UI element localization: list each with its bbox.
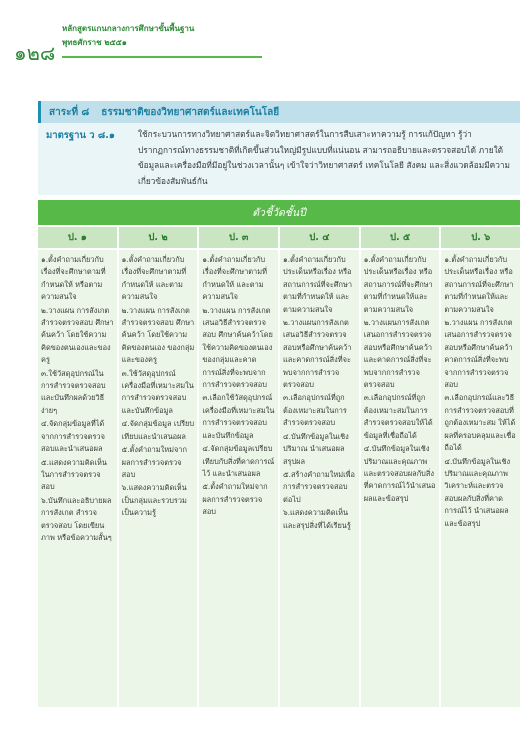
indicator-item: ๓.เลือกอุปกรณ์ที่ถูกต้องเหมาะสมในการสำรวจตรวจสอบ xyxy=(283,393,347,428)
indicator-item: ๓.ใช้วัสดุอุปกรณ์เครื่องมือที่เหมาะสมในการสำรวจตรวจสอบ และบันทึกข้อมูล xyxy=(121,368,194,415)
indicator-item: ๒.วางแผน การสังเกต เสนอวิธีสำรวจตรวจสอบ ศึกษาค้นคว้าโดยใช้ความคิดของตนเอง ของกลุ่มและคาดการณ์สิ่งที่จะพบจากการสำรวจตรวจสอบ xyxy=(202,305,273,390)
indicator-item: ๓.เลือกอุปกรณ์ที่ถูกต้องเหมาะสมในการสำรวจตรวจสอบให้ได้ข้อมูลที่เชื่อถือได้ xyxy=(363,393,433,440)
standard-text: ใช้กระบวนการทางวิทยาศาสตร์และจิตวิทยาศาสตร์ในการสืบเสาะหาความรู้ การแก้ปัญหา รู้ว่าปรากฏการณ์ทางธรรมชาติที่เกิดขึ้นส่วนใหญ่มีรูปแบบที่แน่นอน สามารถอธิบายและตรวจสอบได้ ภายใต้ข้อมูลและเครื่องมือที่มีอยู่ในช่วงเวลานั้นๆ เข้าใจว่าวิทยาศาสตร์ เทคโนโลยี สังคม และสิ่งแวดล้อมมีความเกี่ยวข้องสัมพันธ์กัน xyxy=(138,129,510,186)
indicator-item: ๕.ตั้งคำถามใหม่จากผลการสำรวจตรวจสอบ xyxy=(121,445,187,479)
indicator-item: ๒.วางแผนการสังเกต เสนอวิธีสำรวจตรวจสอบหรือศึกษาค้นคว้า และคาดการณ์สิ่งที่จะพบจากการสำรวจตรวจสอบ xyxy=(283,318,352,390)
grade-indicator-list xyxy=(361,250,440,707)
indicator-item: ๑.ตั้งคำถามเกี่ยวกับประเด็นหรือเรื่อง หรือสถานการณ์ที่จะศึกษาตามที่กำหนดให้ และตามความสนใจ xyxy=(283,255,353,314)
indicator-item: ๕.ตั้งคำถามใหม่จากผลการสำรวจตรวจสอบ xyxy=(202,482,268,517)
indicator-item: ๔.บันทึกข้อมูลในเชิงปริมาณและคุณภาพและตรวจสอบผลกับสิ่งที่คาดการณ์ไว้นำเสนอผลและข้อสรุป xyxy=(363,444,436,503)
grade-heading: ป. ๒ xyxy=(119,227,198,248)
edition-label: พุทธศักราช ๒๕๕๑ xyxy=(62,38,127,47)
header-divider xyxy=(62,56,262,58)
grade-heading: ป. ๕ xyxy=(361,227,440,248)
grade-indicator-list xyxy=(119,250,198,707)
grade-heading: ป. ๔ xyxy=(280,227,359,248)
strand-title: ธรรมชาติของวิทยาศาสตร์และเทคโนโลยี xyxy=(101,106,280,118)
indicator-item: ๓.เลือกใช้วัสดุอุปกรณ์เครื่องมือที่เหมาะสมในการสำรวจตรวจสอบ และบันทึกข้อมูล xyxy=(202,393,275,440)
grade-column xyxy=(38,227,117,707)
standard-box xyxy=(38,123,520,195)
grade-indicator-list xyxy=(199,250,278,707)
indicator-item: ๑.ตั้งคำถามเกี่ยวกับเรื่องที่จะศึกษาตามที่กำหนดให้ หรือตามความสนใจ xyxy=(41,255,106,302)
indicator-item: ๓.เลือกอุปกรณ์และวิธีการสำรวจตรวจสอบที่ถูกต้องเหมาะสม ให้ได้ผลที่ครอบคลุมและเชื่อถือได้ xyxy=(444,393,516,453)
indicator-item: ๑.ตั้งคำถามเกี่ยวกับเรื่องที่จะศึกษาตามที่กำหนดให้ และตามความสนใจ xyxy=(202,255,267,302)
grade-indicator-list xyxy=(280,250,359,707)
indicator-item: ๑.ตั้งคำถามเกี่ยวกับเรื่องที่จะศึกษาตามที่กำหนดให้ และตามความสนใจ xyxy=(121,255,187,302)
grade-column xyxy=(441,227,520,707)
grade-heading: ป. ๖ xyxy=(441,227,520,248)
indicator-item: ๑.ตั้งคำถามเกี่ยวกับประเด็นหรือเรื่อง หรือสถานการณ์ที่จะศึกษาตามที่กำหนดให้และตามความสนใจ xyxy=(363,255,433,314)
grade-heading: ป. ๓ xyxy=(199,227,278,248)
indicator-item: ๖.แสดงความคิดเห็นเป็นกลุ่มและรวบรวมเป็นความรู้ xyxy=(121,483,187,518)
indicator-item: ๖.แสดงความคิดเห็นและสรุปสิ่งที่ได้เรียนรู้ xyxy=(283,508,351,530)
grade-indicator-list xyxy=(38,250,117,707)
indicators-title: ตัวชี้วัดชั้นปี xyxy=(38,200,520,225)
grade-indicator-list xyxy=(441,250,520,707)
indicator-item: ๔.บันทึกข้อมูลในเชิงปริมาณและคุณภาพ วิเคราะห์และตรวจสอบผลกับสิ่งที่คาดการณ์ไว้ นำเสนอผลและข้อสรุป xyxy=(444,456,511,528)
indicator-item: ๑.ตั้งคำถามเกี่ยวกับประเด็นหรือเรื่อง หรือสถานการณ์ที่จะศึกษาตามที่กำหนดให้และตามความสนใจ xyxy=(444,255,514,314)
indicator-item: ๒.วางแผนการสังเกต เสนอการสำรวจตรวจสอบหรือศึกษาค้นคว้าและคาดการณ์สิ่งที่จะพบจากการสำรวจตรวจสอบ xyxy=(363,318,433,390)
indicator-item: ๖.บันทึกและอธิบายผลการสังเกต สำรวจตรวจสอบ โดยเขียนภาพ หรือข้อความสั้นๆ xyxy=(41,495,112,542)
grade-column xyxy=(119,227,198,707)
indicator-item: ๕.สร้างคำถามใหม่เพื่อการสำรวจตรวจสอบต่อไป xyxy=(283,469,355,504)
standard-label: มาตรฐาน ว ๘.๑ xyxy=(46,130,115,141)
strand-bar xyxy=(38,101,520,123)
indicator-item: ๒.วางแผน การสังเกต เสนอการสำรวจตรวจสอบหรือศึกษาค้นคว้าคาดการณ์สิ่งที่จะพบจากการสำรวจตรวจสอบ xyxy=(444,318,513,390)
indicator-item: ๕.แสดงความคิดเห็นในการสำรวจตรวจสอบ xyxy=(41,457,107,492)
grade-column xyxy=(280,227,359,707)
page-number: ๑๒๘ xyxy=(14,41,56,65)
strand-label: สาระที่ ๘ xyxy=(49,106,90,118)
indicator-item: ๒.วางแผน การสังเกต สำรวจตรวจสอบ ศึกษาค้นคว้า โดยใช้ความคิดของตนเองและของครู xyxy=(41,305,114,365)
indicator-item: ๔.จัดกลุ่มข้อมูลที่ได้จากการสำรวจตรวจสอบและนำเสนอผล xyxy=(41,419,105,454)
grade-heading: ป. ๑ xyxy=(38,227,117,248)
indicator-item: ๔.จัดกลุ่มข้อมูลเปรียบเทียบกับสิ่งที่คาดการณ์ไว้ และนำเสนอผล xyxy=(202,444,275,478)
grade-column xyxy=(361,227,440,707)
book-title: หลักสูตรแกนกลางการศึกษาขั้นพื้นฐาน xyxy=(62,24,195,33)
indicator-item: ๔.บันทึกข้อมูลในเชิงปริมาณ นำเสนอผลสรุปผล xyxy=(283,431,349,466)
grade-column xyxy=(199,227,278,707)
grade-indicators-table xyxy=(38,227,520,707)
running-header xyxy=(62,22,322,50)
indicator-item: ๓.ใช้วัสดุอุปกรณ์ในการสำรวจตรวจสอบ และบันทึกผลด้วยวิธีง่ายๆ xyxy=(41,368,106,415)
indicator-item: ๒.วางแผน การสังเกต สำรวจตรวจสอบ ศึกษาค้นคว้า โดยใช้ความคิดของตนเอง ของกลุ่มและของครู xyxy=(121,305,195,365)
indicator-item: ๔.จัดกลุ่มข้อมูล เปรียบเทียบและนำเสนอผล xyxy=(121,419,195,441)
